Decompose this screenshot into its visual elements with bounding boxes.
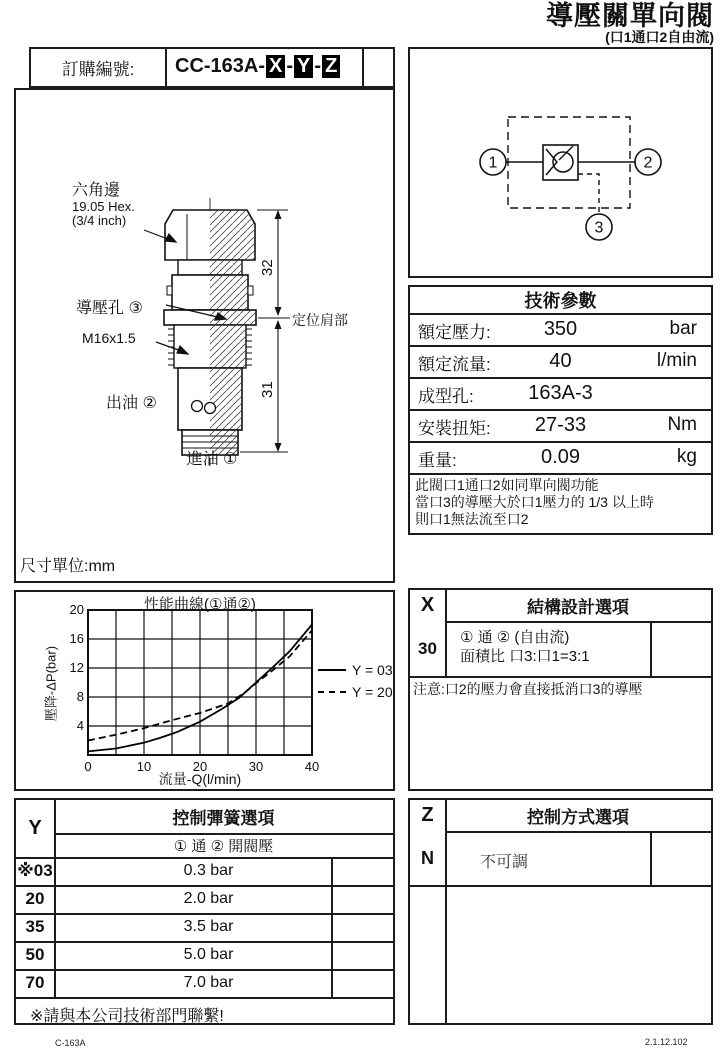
tech-note-line1: 此閥口1通口2如同單向閥功能 — [415, 477, 599, 493]
tech-row-unit: bar — [669, 318, 697, 339]
y-tick-label: 8 — [76, 689, 84, 704]
divider — [650, 621, 652, 676]
y-option-value: 2.0 bar — [183, 890, 234, 907]
tech-row-value: 27-33 — [534, 413, 587, 436]
hex-label-inch: (3/4 inch) — [72, 213, 127, 229]
hydraulic-symbol — [410, 49, 711, 276]
performance-chart-panel — [14, 590, 395, 791]
tech-row-unit: l/min — [656, 350, 697, 371]
legend-solid-line — [318, 669, 346, 671]
legend-label: Y = 20 — [352, 684, 393, 700]
z-options-title: 控制方式選項 — [527, 808, 629, 827]
order-code-prefix: CC-163A- — [175, 55, 266, 77]
tech-row-label: 額定流量: — [418, 355, 491, 374]
tech-params-panel — [408, 285, 713, 535]
hydraulic-symbol-panel — [408, 47, 713, 278]
z-options-panel — [408, 798, 713, 1025]
divider — [410, 473, 711, 475]
valve-cross-section-drawing — [16, 90, 393, 581]
tech-note-line2: 當口3的導壓大於口1壓力的 1/3 以上時 — [415, 494, 654, 510]
tech-row-value: 40 — [549, 349, 572, 372]
pilot-hole — [167, 286, 172, 295]
chart-ylabel: 壓降-ΔP(bar) — [43, 645, 59, 722]
tech-params-title: 技術參數 — [524, 291, 597, 311]
valve-drawing-panel — [14, 88, 395, 583]
z-option-value: 不可調 — [480, 854, 529, 871]
tech-row-label: 重量: — [418, 451, 457, 470]
y-tick-label: 4 — [76, 718, 84, 733]
y-tick-label: 12 — [69, 660, 84, 675]
thread-size-label: M16x1.5 — [82, 330, 136, 346]
outlet-port-label: 出油 ② — [106, 395, 157, 412]
y-option-value: 7.0 bar — [183, 974, 234, 991]
order-code-sep1: - — [286, 55, 294, 77]
x-options-note: 注意:口2的壓力會直接抵消口3的導壓 — [413, 681, 643, 697]
y-options-panel — [14, 798, 395, 1025]
tech-note-line3: 則口1無法流至口2 — [415, 511, 529, 527]
port2-number: 2 — [643, 154, 653, 172]
legend-item-y20 — [318, 684, 393, 700]
chart-title: 性能曲線(①通②) — [144, 596, 256, 613]
divider — [445, 800, 447, 1023]
hex-label-cn: 六角邊 — [72, 182, 121, 199]
page-title — [546, 2, 714, 45]
x-tick-label: 20 — [192, 759, 208, 774]
shoulder-label: 定位肩部 — [292, 312, 348, 328]
y-tick-label: 16 — [69, 631, 84, 646]
divider — [16, 997, 393, 999]
dimension-value-bottom: 31 — [259, 381, 276, 398]
outlet-hole — [205, 403, 216, 414]
x-options-title: 結構設計選項 — [527, 598, 629, 617]
dimension-unit-note: 尺寸單位:mm — [20, 558, 116, 575]
y-option-value: 5.0 bar — [183, 946, 234, 963]
z-option-code: N — [421, 847, 434, 868]
y-option-value: 0.3 bar — [183, 862, 234, 879]
pilot-port-label: 導壓孔 ③ — [76, 300, 143, 317]
port1-number: 1 — [488, 154, 498, 172]
chart-xlabel: 流量-Q(l/min) — [158, 771, 242, 787]
y-option-code: ※03 — [17, 861, 53, 880]
order-number-panel — [29, 47, 395, 88]
divider — [410, 885, 711, 887]
legend-label: Y = 03 — [352, 662, 393, 678]
x-options-panel — [408, 588, 713, 791]
divider — [445, 621, 711, 623]
tech-row-label: 成型孔: — [418, 387, 474, 406]
y-options-title: 控制彈簧選項 — [172, 809, 275, 828]
title-main: 導壓關單向閥 — [546, 1, 714, 31]
legend-dashed-line — [318, 691, 346, 693]
order-code-y: Y — [294, 55, 313, 78]
performance-chart — [16, 592, 393, 789]
inlet-port-label: 進油 ① — [186, 451, 238, 468]
order-code — [175, 55, 341, 78]
tech-row-label: 額定壓力: — [418, 323, 491, 342]
x-code-header: X — [420, 594, 435, 616]
order-label: 訂購編號: — [61, 60, 135, 79]
hex-label — [72, 182, 135, 229]
y-options-subtitle: ① 通 ② 開閥壓 — [173, 837, 274, 855]
y-option-value: 3.5 bar — [183, 918, 234, 935]
x-tick-label: 10 — [136, 759, 152, 774]
tech-row-value: 0.09 — [541, 445, 580, 468]
y-tick-label: 20 — [69, 602, 84, 617]
divider — [165, 49, 167, 86]
divider — [410, 676, 711, 678]
y-option-code: 20 — [25, 889, 45, 908]
tech-row-label: 安裝扭矩: — [418, 419, 491, 438]
tech-row-value: 163A-3 — [528, 381, 593, 404]
y-option-code: 50 — [25, 945, 45, 964]
order-code-x: X — [266, 55, 285, 78]
tech-note — [415, 477, 654, 528]
divider — [650, 831, 652, 885]
z-code-header: Z — [421, 804, 434, 826]
y-code-header: Y — [28, 817, 42, 839]
dimension-value-top: 32 — [259, 259, 276, 276]
footer-right-clipped: 2.1.12.102 — [645, 1037, 688, 1047]
y-option-code: 70 — [25, 973, 45, 992]
y-option-code: 35 — [25, 917, 45, 936]
x-option-code: 30 — [418, 638, 437, 658]
x-option-desc-line2: 面積比 口3:口1=3:1 — [460, 648, 590, 665]
divider — [445, 831, 711, 833]
outlet-hole — [192, 401, 203, 412]
footer-left-clipped: C-163A — [55, 1038, 86, 1048]
order-code-sep2: - — [314, 55, 322, 77]
x-tick-label: 30 — [248, 759, 264, 774]
x-option-desc — [460, 628, 590, 666]
order-code-z: Z — [322, 55, 340, 78]
tech-row-unit: Nm — [667, 414, 697, 435]
divider — [362, 49, 364, 86]
x-option-desc-line1: ① 通 ② (自由流) — [460, 629, 570, 646]
x-tick-label: 40 — [304, 759, 320, 774]
tech-row-value: 350 — [543, 317, 578, 340]
divider — [445, 590, 447, 676]
title-sub: (口1通口2自由流) — [605, 29, 714, 46]
pilot-hole — [248, 286, 253, 295]
hex-label-size: 19.05 Hex. — [72, 198, 135, 214]
port3-number: 3 — [594, 219, 604, 237]
x-tick-label: 0 — [84, 759, 92, 774]
tech-row-unit: kg — [676, 446, 697, 467]
y-options-note: ※請與本公司技術部門聯繫! — [30, 1008, 224, 1025]
legend-item-y03 — [318, 662, 393, 678]
